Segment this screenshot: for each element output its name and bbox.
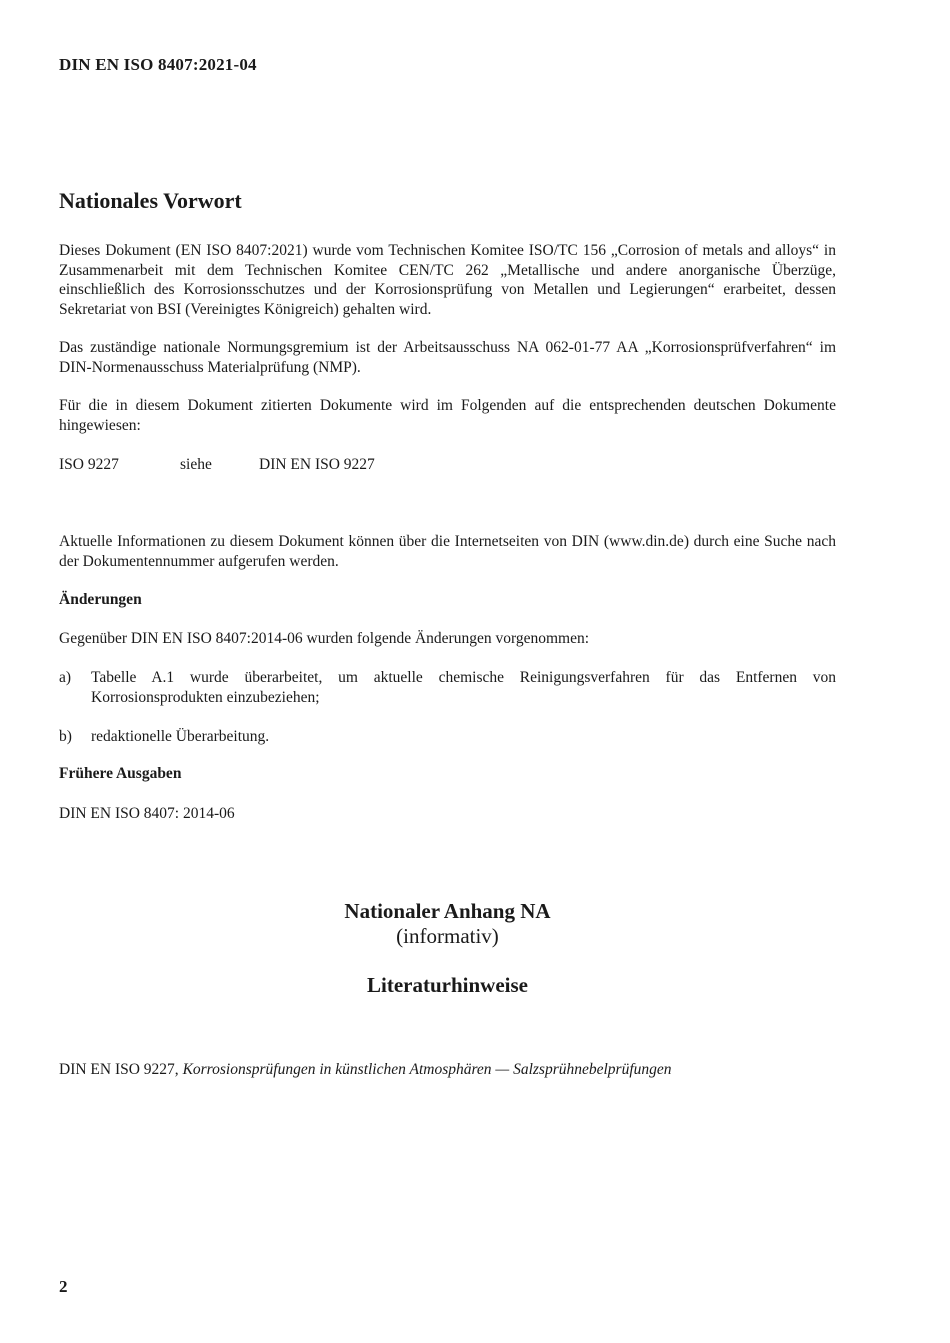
changes-intro: Gegenüber DIN EN ISO 8407:2014-06 wurden folgende Änderungen vorgenommen: xyxy=(59,630,590,647)
annex-heading-block xyxy=(0,899,895,949)
list-marker: a) xyxy=(59,669,72,686)
bibliography-entry xyxy=(59,1060,672,1080)
changes-heading: Änderungen xyxy=(59,591,142,608)
bibliography-entry-code: DIN EN ISO 9227, xyxy=(59,1061,183,1078)
annex-subtitle: (informativ) xyxy=(396,924,499,948)
bibliography-title: Literaturhinweise xyxy=(367,973,528,997)
reference-din: DIN EN ISO 9227 xyxy=(259,456,375,473)
reference-see: siehe xyxy=(180,456,212,473)
page-number: 2 xyxy=(59,1277,68,1296)
annex-title: Nationaler Anhang NA xyxy=(344,899,551,923)
reference-iso: ISO 9227 xyxy=(59,456,119,473)
earlier-editions-text: DIN EN ISO 8407: 2014-06 xyxy=(59,805,235,822)
document-code-header: DIN EN ISO 8407:2021-04 xyxy=(59,55,257,74)
list-item-text: redaktionelle Überarbeitung. xyxy=(91,728,270,745)
foreword-paragraph-3: Für die in diesem Dokument zitierten Dokumente wird im Folgenden auf die entsprechenden deutschen Dokumente hingewiesen: xyxy=(59,397,836,434)
list-item xyxy=(59,727,836,747)
list-item-text: Tabelle A.1 wurde überarbeitet, um aktuelle chemische Reinigungsverfahren für das Entfernen von Korrosionsprodukten einzubeziehen; xyxy=(91,669,836,706)
foreword-title: Nationales Vorwort xyxy=(59,188,242,213)
list-marker: b) xyxy=(59,728,72,745)
foreword-paragraph-1: Dieses Dokument (EN ISO 8407:2021) wurde vom Technischen Komitee ISO/TC 156 „Corrosion of metals and alloys“ in Zusammenarbeit mit dem Technischen Komitee CEN/TC 262 „Metallische und andere anorganische Überzüge, einschließlich des Korrosionsschutzes und der Korrosionsprüfung von Metallen und Legierungen“ erarbeitet, dessen Sekretariat von BSI (Vereinigtes Königreich) gehalten wird. xyxy=(59,242,836,318)
list-item xyxy=(59,668,836,707)
earlier-editions-heading: Frühere Ausgaben xyxy=(59,765,182,782)
foreword-paragraph-2-text: Das zuständige nationale Normungsgremium ist der Arbeitsausschuss NA 062-01-77 AA „Korrosionsprüfverfahren“ im DIN-Normenausschuss Materialprüfung (NMP). xyxy=(59,339,836,376)
bibliography-entry-title: Korrosionsprüfungen in künstlichen Atmosphären — Salzsprühnebelprüfungen xyxy=(182,1061,672,1078)
foreword-paragraph-4: Aktuelle Informationen zu diesem Dokument können über die Internetseiten von DIN (www.din.de) durch eine Suche nach der Dokumentennummer aufgerufen werden. xyxy=(59,533,836,570)
